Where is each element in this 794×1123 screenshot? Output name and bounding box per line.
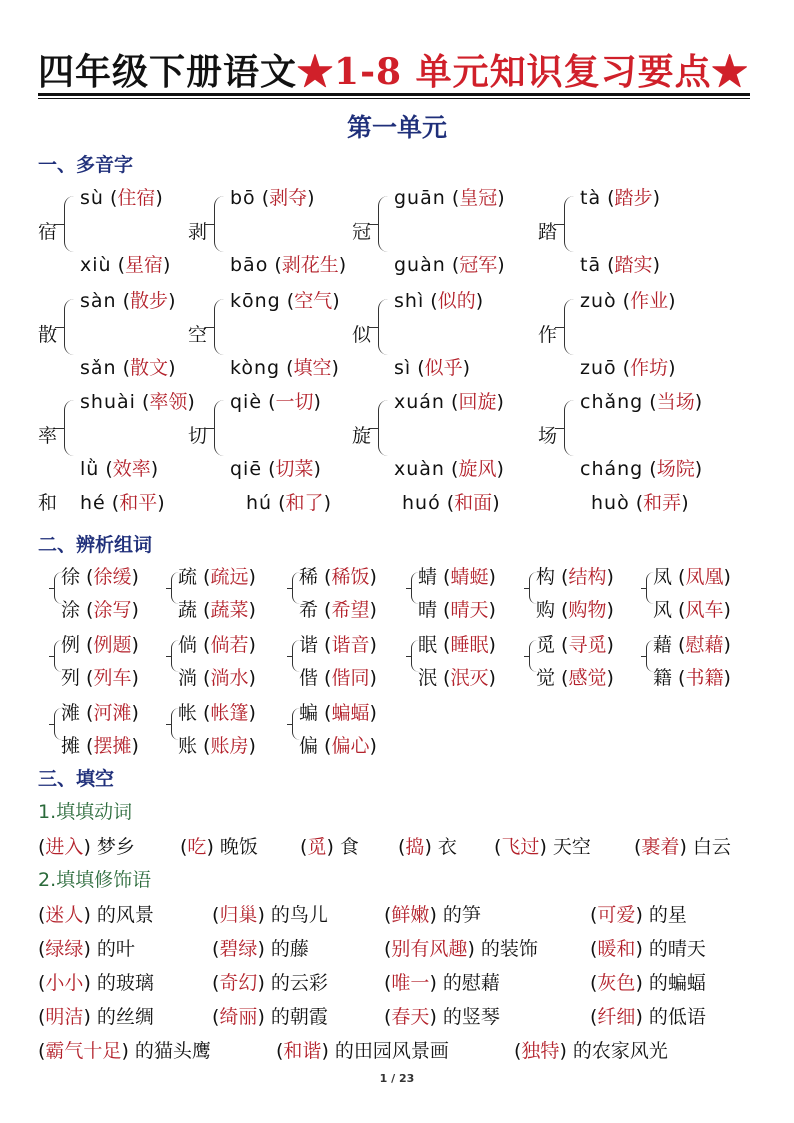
pinyin-line: sǎn (散文) xyxy=(80,357,176,379)
char: 蜻 xyxy=(418,566,438,588)
example-word: 星宿 xyxy=(125,254,164,276)
verb-item: (吃) 晚饭 xyxy=(180,836,258,858)
compare-pair: 例 (例题) xyxy=(61,634,139,656)
example-word: 切菜 xyxy=(275,458,314,480)
word: 睡眠 xyxy=(450,634,489,656)
compare-pair: 偕 (偕同) xyxy=(299,667,377,689)
char: 涂 xyxy=(61,599,81,621)
pinyin: lǜ xyxy=(80,458,100,480)
pinyin: sàn xyxy=(80,290,117,312)
word: 稀饭 xyxy=(331,566,370,588)
word: 淌水 xyxy=(210,667,249,689)
example-word: 住宿 xyxy=(117,187,156,209)
char: 谐 xyxy=(299,634,319,656)
word: 风车 xyxy=(685,599,724,621)
example-word: 剥夺 xyxy=(269,187,308,209)
char: 稀 xyxy=(299,566,319,588)
pinyin-line: xuán (回旋) xyxy=(394,391,504,413)
title-rule-thin xyxy=(38,98,750,99)
brace-icon xyxy=(378,400,389,456)
brace-icon xyxy=(64,196,75,252)
modifier-item: (绮丽) 的朝霞 xyxy=(212,1006,328,1028)
example-word: 踏实 xyxy=(614,254,653,276)
compare-pair: 涂 (涂写) xyxy=(61,599,139,621)
word: 河滩 xyxy=(93,702,132,724)
word: 谐音 xyxy=(331,634,370,656)
modifier-noun: 的朝霞 xyxy=(270,1006,328,1028)
modifier-noun: 的农家风光 xyxy=(572,1040,668,1062)
compare-pair: 滩 (河滩) xyxy=(61,702,139,724)
compare-pair: 偏 (偏心) xyxy=(299,735,377,757)
modifier-noun: 的低语 xyxy=(648,1006,706,1028)
pinyin: xuán xyxy=(394,391,445,413)
modifier-answer: 奇幻 xyxy=(219,972,258,994)
pinyin: sǎn xyxy=(80,357,117,379)
verb-answer: 捣 xyxy=(405,836,425,858)
modifier-answer: 灰色 xyxy=(597,972,636,994)
char: 觅 xyxy=(536,634,556,656)
pinyin-line: guàn (冠军) xyxy=(394,254,505,276)
modifier-item: (归巢) 的鸟儿 xyxy=(212,904,328,926)
example-word: 和面 xyxy=(454,492,493,514)
modifier-noun: 的叶 xyxy=(96,938,135,960)
pinyin: shuài xyxy=(80,391,136,413)
char: 偏 xyxy=(299,735,319,757)
modifier-noun: 的玻璃 xyxy=(96,972,154,994)
page-number: 1 / 23 xyxy=(379,1072,415,1085)
char: 徐 xyxy=(61,566,81,588)
pinyin-line: zuò (作业) xyxy=(580,290,676,312)
char: 蝙 xyxy=(299,702,319,724)
polyphone-char: 剥 xyxy=(188,221,208,243)
polyphone-char: 空 xyxy=(188,324,208,346)
word: 摆摊 xyxy=(93,735,132,757)
compare-pair: 泯 (泯灭) xyxy=(418,667,496,689)
pinyin-line: cháng (场院) xyxy=(580,458,703,480)
pinyin: qiè xyxy=(230,391,263,413)
pinyin: xiù xyxy=(80,254,112,276)
pinyin-line: qiè (一切) xyxy=(230,391,321,413)
char: 泯 xyxy=(418,667,438,689)
modifier-answer: 明洁 xyxy=(45,1006,84,1028)
compare-pair: 觅 (寻觅) xyxy=(536,634,614,656)
modifier-noun: 的藤 xyxy=(270,938,309,960)
verb-item: (裹着) 白云 xyxy=(634,836,731,858)
modifier-answer: 暖和 xyxy=(597,938,636,960)
modifier-noun: 的星 xyxy=(648,904,687,926)
modifier-item: (绿绿) 的叶 xyxy=(38,938,135,960)
pinyin: cháng xyxy=(580,458,644,480)
pinyin: tā xyxy=(580,254,602,276)
pinyin-line: bāo (剥花生) xyxy=(230,254,347,276)
modifier-noun: 的丝绸 xyxy=(96,1006,154,1028)
word: 蝙蝠 xyxy=(331,702,370,724)
char: 倘 xyxy=(178,634,198,656)
section-heading-polyphones: 一、多音字 xyxy=(38,154,134,176)
modifier-item: (纤细) 的低语 xyxy=(590,1006,706,1028)
polyphone-char: 散 xyxy=(38,324,58,346)
modifier-item: (别有风趣) 的装饰 xyxy=(384,938,538,960)
section-heading-compare: 二、辨析组词 xyxy=(38,534,153,556)
example-word: 效率 xyxy=(112,458,151,480)
word: 希望 xyxy=(331,599,370,621)
polyphone-char: 旋 xyxy=(352,425,372,447)
pinyin: qiē xyxy=(230,458,263,480)
verb-object: 白云 xyxy=(692,836,731,858)
char: 滩 xyxy=(61,702,81,724)
example-word: 和弄 xyxy=(643,492,682,514)
modifier-answer: 碧绿 xyxy=(219,938,258,960)
pinyin-line: shuài (率领) xyxy=(80,391,195,413)
char: 构 xyxy=(536,566,556,588)
word: 蜻蜓 xyxy=(450,566,489,588)
modifier-item: (灰色) 的蝙蝠 xyxy=(590,972,706,994)
verb-item: (觅) 食 xyxy=(300,836,359,858)
modifier-item: (明洁) 的丝绸 xyxy=(38,1006,154,1028)
star-icon: ★ xyxy=(711,51,749,93)
verb-object: 晚饭 xyxy=(219,836,258,858)
compare-pair: 藉 (慰藉) xyxy=(653,634,731,656)
pinyin-line: guān (皇冠) xyxy=(394,187,505,209)
modifier-answer: 独特 xyxy=(521,1040,560,1062)
pinyin-line: hé (和平) xyxy=(80,492,165,514)
brace-icon xyxy=(378,196,389,252)
section-heading-fill: 三、填空 xyxy=(38,768,115,790)
page-title xyxy=(38,44,753,96)
modifier-item: (春天) 的竖琴 xyxy=(384,1006,500,1028)
brace-icon xyxy=(214,400,225,456)
char: 偕 xyxy=(299,667,319,689)
compare-pair: 希 (希望) xyxy=(299,599,377,621)
star-icon: ★ xyxy=(297,51,335,93)
pinyin-line: qiē (切菜) xyxy=(230,458,321,480)
compare-pair: 购 (购物) xyxy=(536,599,614,621)
word: 凤凰 xyxy=(685,566,724,588)
verb-answer: 裹着 xyxy=(641,836,680,858)
modifier-answer: 小小 xyxy=(45,972,84,994)
example-word: 和平 xyxy=(119,492,158,514)
pinyin-line: tā (踏实) xyxy=(580,254,660,276)
example-word: 和了 xyxy=(285,492,324,514)
modifier-noun: 的笋 xyxy=(442,904,481,926)
example-word: 踏步 xyxy=(614,187,653,209)
modifier-item: (碧绿) 的藤 xyxy=(212,938,309,960)
compare-pair: 淌 (淌水) xyxy=(178,667,256,689)
brace-icon xyxy=(64,400,75,456)
pinyin: tà xyxy=(580,187,602,209)
pinyin: zuò xyxy=(580,290,617,312)
pinyin: guàn xyxy=(394,254,446,276)
word: 购物 xyxy=(568,599,607,621)
polyphone-char: 似 xyxy=(352,324,372,346)
modifier-answer: 迷人 xyxy=(45,904,84,926)
modifier-noun: 的云彩 xyxy=(270,972,328,994)
example-word: 皇冠 xyxy=(459,187,498,209)
word: 例题 xyxy=(93,634,132,656)
compare-pair: 构 (结构) xyxy=(536,566,614,588)
modifier-noun: 的风景 xyxy=(96,904,154,926)
modifier-item: (鲜嫩) 的笋 xyxy=(384,904,481,926)
modifier-noun: 的竖琴 xyxy=(442,1006,500,1028)
pinyin-line: tà (踏步) xyxy=(580,187,660,209)
char: 眠 xyxy=(418,634,438,656)
brace-icon xyxy=(564,400,575,456)
compare-pair: 觉 (感觉) xyxy=(536,667,614,689)
title-highlight: 1-8 单元知识复习要点 xyxy=(334,51,712,93)
pinyin-line: lǜ (效率) xyxy=(80,458,159,480)
pinyin-line: xuàn (旋风) xyxy=(394,458,504,480)
compare-pair: 凤 (凤凰) xyxy=(653,566,731,588)
brace-icon xyxy=(564,299,575,355)
verb-object: 食 xyxy=(339,836,359,858)
verb-answer: 飞过 xyxy=(501,836,540,858)
example-word: 场院 xyxy=(656,458,695,480)
verb-answer: 觅 xyxy=(307,836,327,858)
pinyin-line: sì (似乎) xyxy=(394,357,471,379)
example-word: 作坊 xyxy=(630,357,669,379)
char: 籍 xyxy=(653,667,673,689)
word: 帐篷 xyxy=(210,702,249,724)
example-word: 冠军 xyxy=(459,254,498,276)
modifier-noun: 的慰藉 xyxy=(442,972,500,994)
pinyin: xuàn xyxy=(394,458,445,480)
verb-object: 天空 xyxy=(552,836,591,858)
unit-title: 第一单元 xyxy=(346,113,447,142)
title-text: 四年级下册语文 xyxy=(38,51,298,93)
polyphone-char: 踏 xyxy=(538,221,558,243)
pinyin-line: hú (和了) xyxy=(246,492,331,514)
modifier-item: (暖和) 的晴天 xyxy=(590,938,706,960)
example-word: 回旋 xyxy=(458,391,497,413)
modifier-noun: 的鸟儿 xyxy=(270,904,328,926)
word: 蔬菜 xyxy=(210,599,249,621)
char: 藉 xyxy=(653,634,673,656)
example-word: 散文 xyxy=(130,357,169,379)
char: 凤 xyxy=(653,566,673,588)
compare-pair: 稀 (稀饭) xyxy=(299,566,377,588)
word: 泯灭 xyxy=(450,667,489,689)
char: 摊 xyxy=(61,735,81,757)
pinyin-line: sàn (散步) xyxy=(80,290,176,312)
verb-object: 梦乡 xyxy=(96,836,135,858)
modifier-noun: 的晴天 xyxy=(648,938,706,960)
modifier-noun: 的猫头鹰 xyxy=(134,1040,211,1062)
compare-pair: 蔬 (蔬菜) xyxy=(178,599,256,621)
modifier-answer: 别有风趣 xyxy=(391,938,468,960)
example-word: 一切 xyxy=(275,391,314,413)
modifier-item: (迷人) 的风景 xyxy=(38,904,154,926)
pinyin-line: shì (似的) xyxy=(394,290,484,312)
compare-pair: 风 (风车) xyxy=(653,599,731,621)
brace-icon xyxy=(378,299,389,355)
pinyin: huó xyxy=(402,492,441,514)
pinyin-line: huó (和面) xyxy=(402,492,500,514)
brace-icon xyxy=(64,299,75,355)
pinyin-line: sù (住宿) xyxy=(80,187,163,209)
brace-icon xyxy=(214,196,225,252)
example-word: 似的 xyxy=(437,290,476,312)
compare-pair: 谐 (谐音) xyxy=(299,634,377,656)
compare-pair: 晴 (晴天) xyxy=(418,599,496,621)
modifier-answer: 绮丽 xyxy=(219,1006,258,1028)
pinyin: sì xyxy=(394,357,412,379)
modifier-answer: 归巢 xyxy=(219,904,258,926)
word: 徐缓 xyxy=(93,566,132,588)
char: 购 xyxy=(536,599,556,621)
example-word: 空气 xyxy=(294,290,333,312)
char: 希 xyxy=(299,599,319,621)
compare-pair: 帐 (帐篷) xyxy=(178,702,256,724)
compare-pair: 蜻 (蜻蜓) xyxy=(418,566,496,588)
char: 账 xyxy=(178,735,198,757)
word: 倘若 xyxy=(210,634,249,656)
word: 晴天 xyxy=(450,599,489,621)
pinyin: bō xyxy=(230,187,256,209)
brace-icon xyxy=(564,196,575,252)
subheading-verbs: 1.填填动词 xyxy=(38,801,133,823)
pinyin: sù xyxy=(80,187,104,209)
compare-pair: 徐 (徐缓) xyxy=(61,566,139,588)
modifier-answer: 春天 xyxy=(391,1006,430,1028)
pinyin: hú xyxy=(246,492,273,514)
pinyin: hé xyxy=(80,492,106,514)
verb-answer: 进入 xyxy=(45,836,84,858)
pinyin: kòng xyxy=(230,357,281,379)
verb-item: (捣) 衣 xyxy=(398,836,457,858)
modifier-answer: 纤细 xyxy=(597,1006,636,1028)
char: 帐 xyxy=(178,702,198,724)
modifier-item: (和谐) 的田园风景画 xyxy=(276,1040,449,1062)
verb-item: (飞过) 天空 xyxy=(494,836,591,858)
pinyin-line: xiù (星宿) xyxy=(80,254,171,276)
compare-pair: 蝙 (蝙蝠) xyxy=(299,702,377,724)
char: 例 xyxy=(61,634,81,656)
word: 寻觅 xyxy=(568,634,607,656)
modifier-item: (可爱) 的星 xyxy=(590,904,687,926)
example-word: 旋风 xyxy=(458,458,497,480)
example-word: 剥花生 xyxy=(281,254,339,276)
char: 晴 xyxy=(418,599,438,621)
char: 蔬 xyxy=(178,599,198,621)
example-word: 率领 xyxy=(149,391,188,413)
word: 感觉 xyxy=(568,667,607,689)
char: 疏 xyxy=(178,566,198,588)
polyphone-char: 宿 xyxy=(38,221,58,243)
title-rule xyxy=(38,93,750,96)
example-word: 散步 xyxy=(130,290,169,312)
modifier-answer: 鲜嫩 xyxy=(391,904,430,926)
char: 淌 xyxy=(178,667,198,689)
polyphone-char: 冠 xyxy=(352,221,372,243)
char: 风 xyxy=(653,599,673,621)
subheading-modifiers: 2.填填修饰语 xyxy=(38,869,152,891)
pinyin: shì xyxy=(394,290,425,312)
pinyin: kōng xyxy=(230,290,281,312)
modifier-answer: 霸气十足 xyxy=(45,1040,122,1062)
pinyin-line: bō (剥夺) xyxy=(230,187,315,209)
word: 涂写 xyxy=(93,599,132,621)
compare-pair: 疏 (疏远) xyxy=(178,566,256,588)
pinyin: zuō xyxy=(580,357,617,379)
word: 慰藉 xyxy=(685,634,724,656)
example-word: 当场 xyxy=(656,391,695,413)
example-word: 填空 xyxy=(293,357,332,379)
example-word: 作业 xyxy=(630,290,669,312)
brace-icon xyxy=(214,299,225,355)
pinyin-line: kòng (填空) xyxy=(230,357,339,379)
pinyin: huò xyxy=(591,492,630,514)
modifier-answer: 可爱 xyxy=(597,904,636,926)
modifier-item: (奇幻) 的云彩 xyxy=(212,972,328,994)
polyphone-char: 切 xyxy=(188,425,208,447)
modifier-answer: 绿绿 xyxy=(45,938,84,960)
compare-pair: 账 (账房) xyxy=(178,735,256,757)
modifier-item: (小小) 的玻璃 xyxy=(38,972,154,994)
modifier-item: (独特) 的农家风光 xyxy=(514,1040,668,1062)
char: 觉 xyxy=(536,667,556,689)
word: 偕同 xyxy=(331,667,370,689)
word: 账房 xyxy=(210,735,249,757)
compare-pair: 列 (列车) xyxy=(61,667,139,689)
pinyin-line: kōng (空气) xyxy=(230,290,340,312)
compare-pair: 摊 (摆摊) xyxy=(61,735,139,757)
word: 书籍 xyxy=(685,667,724,689)
polyphone-char: 率 xyxy=(38,425,58,447)
pinyin: guān xyxy=(394,187,446,209)
pinyin-line: huò (和弄) xyxy=(591,492,689,514)
polyphone-char: 作 xyxy=(538,324,558,346)
modifier-noun: 的田园风景画 xyxy=(334,1040,449,1062)
polyphone-char: 和 xyxy=(38,492,58,514)
verb-answer: 吃 xyxy=(187,836,207,858)
modifier-item: (霸气十足) 的猫头鹰 xyxy=(38,1040,211,1062)
word: 疏远 xyxy=(210,566,249,588)
example-word: 似乎 xyxy=(424,357,463,379)
compare-pair: 籍 (书籍) xyxy=(653,667,731,689)
pinyin-line: zuō (作坊) xyxy=(580,357,676,379)
word: 偏心 xyxy=(331,735,370,757)
verb-object: 衣 xyxy=(437,836,457,858)
compare-pair: 眠 (睡眠) xyxy=(418,634,496,656)
verb-item: (进入) 梦乡 xyxy=(38,836,135,858)
polyphone-char: 场 xyxy=(538,425,558,447)
pinyin: bāo xyxy=(230,254,269,276)
pinyin-line: chǎng (当场) xyxy=(580,391,703,413)
pinyin: chǎng xyxy=(580,391,644,413)
modifier-noun: 的装饰 xyxy=(480,938,538,960)
char: 列 xyxy=(61,667,81,689)
compare-pair: 倘 (倘若) xyxy=(178,634,256,656)
modifier-answer: 唯一 xyxy=(391,972,430,994)
modifier-noun: 的蝙蝠 xyxy=(648,972,706,994)
word: 结构 xyxy=(568,566,607,588)
word: 列车 xyxy=(93,667,132,689)
modifier-answer: 和谐 xyxy=(283,1040,322,1062)
modifier-item: (唯一) 的慰藉 xyxy=(384,972,500,994)
